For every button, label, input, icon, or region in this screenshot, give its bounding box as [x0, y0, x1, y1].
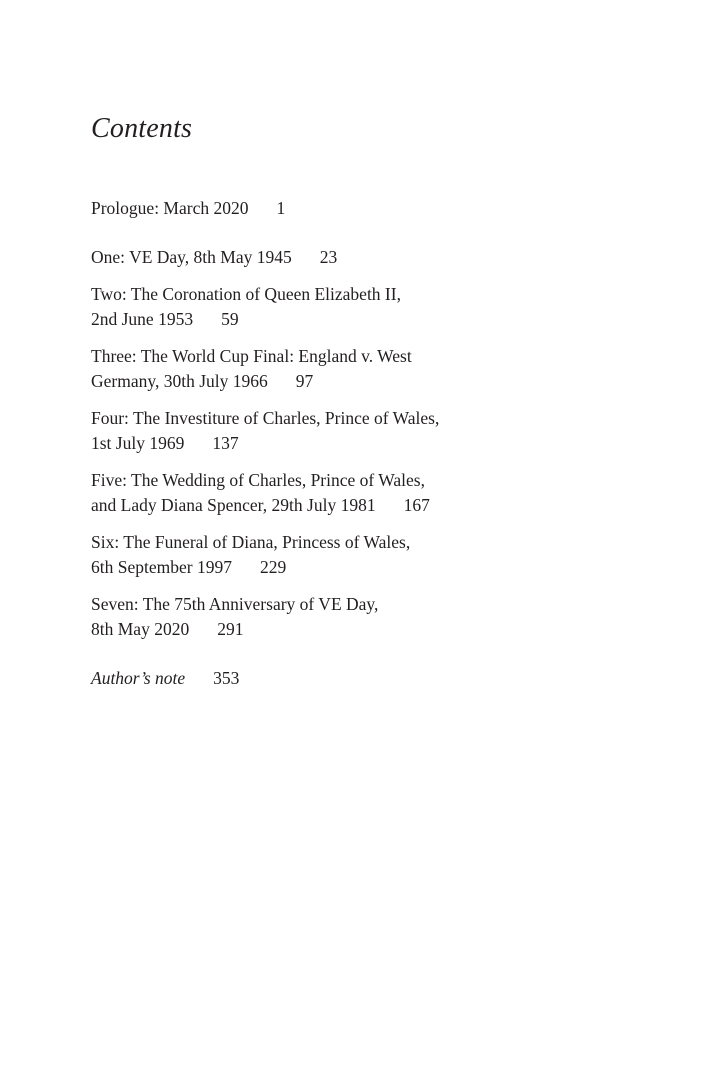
- toc-page-number: 1: [276, 198, 286, 218]
- toc-page-number: 137: [212, 433, 239, 453]
- page-title: Contents: [91, 113, 193, 144]
- toc-entry-title: Three: The World Cup Final: England v. West: [91, 346, 412, 366]
- toc-entry-six: [91, 530, 410, 580]
- toc-entry-five: [91, 468, 430, 518]
- toc-page-number: 353: [213, 668, 240, 688]
- toc-entry-title-cont: 2nd June 1953: [91, 309, 194, 329]
- toc-entry-four: [91, 406, 439, 456]
- toc-entry-title: Four: The Investiture of Charles, Prince of Wales,: [91, 408, 440, 428]
- toc-entry-title-cont: and Lady Diana Spencer, 29th July 1981: [91, 495, 376, 515]
- toc-page-number: 97: [295, 371, 314, 391]
- toc-page-number: 291: [217, 619, 244, 639]
- toc-entry-seven: [91, 592, 378, 642]
- toc-entry-title: Two: The Coronation of Queen Elizabeth II,: [91, 284, 401, 304]
- toc-page-number: 167: [403, 495, 430, 515]
- toc-entry-title: Prologue: March 2020: [91, 198, 249, 218]
- toc-entry-prologue: [91, 196, 285, 221]
- toc-entry-title-cont: Germany, 30th July 1966: [91, 371, 268, 391]
- toc-entry-title-cont: 1st July 1969: [91, 433, 185, 453]
- toc-page-number: 59: [221, 309, 239, 329]
- toc-page-number: 23: [319, 247, 338, 267]
- toc-entry-title: Author’s note: [91, 668, 186, 688]
- toc-page-number: 229: [259, 557, 287, 577]
- toc-entry-one: [91, 245, 337, 270]
- toc-entry-title: Six: The Funeral of Diana, Princess of Wales,: [91, 532, 411, 552]
- toc-entry-three: [91, 344, 412, 394]
- toc-entry-title-cont: 8th May 2020: [91, 619, 190, 639]
- toc-entry-authors-note: [91, 666, 239, 691]
- toc-entry-title-cont: 6th September 1997: [91, 557, 232, 577]
- toc-entry-two: [91, 282, 401, 332]
- toc-entry-title: One: VE Day, 8th May 1945: [91, 247, 292, 267]
- toc-entry-title: Seven: The 75th Anniversary of VE Day,: [91, 594, 379, 614]
- toc-entry-title: Five: The Wedding of Charles, Prince of Wales,: [91, 470, 425, 490]
